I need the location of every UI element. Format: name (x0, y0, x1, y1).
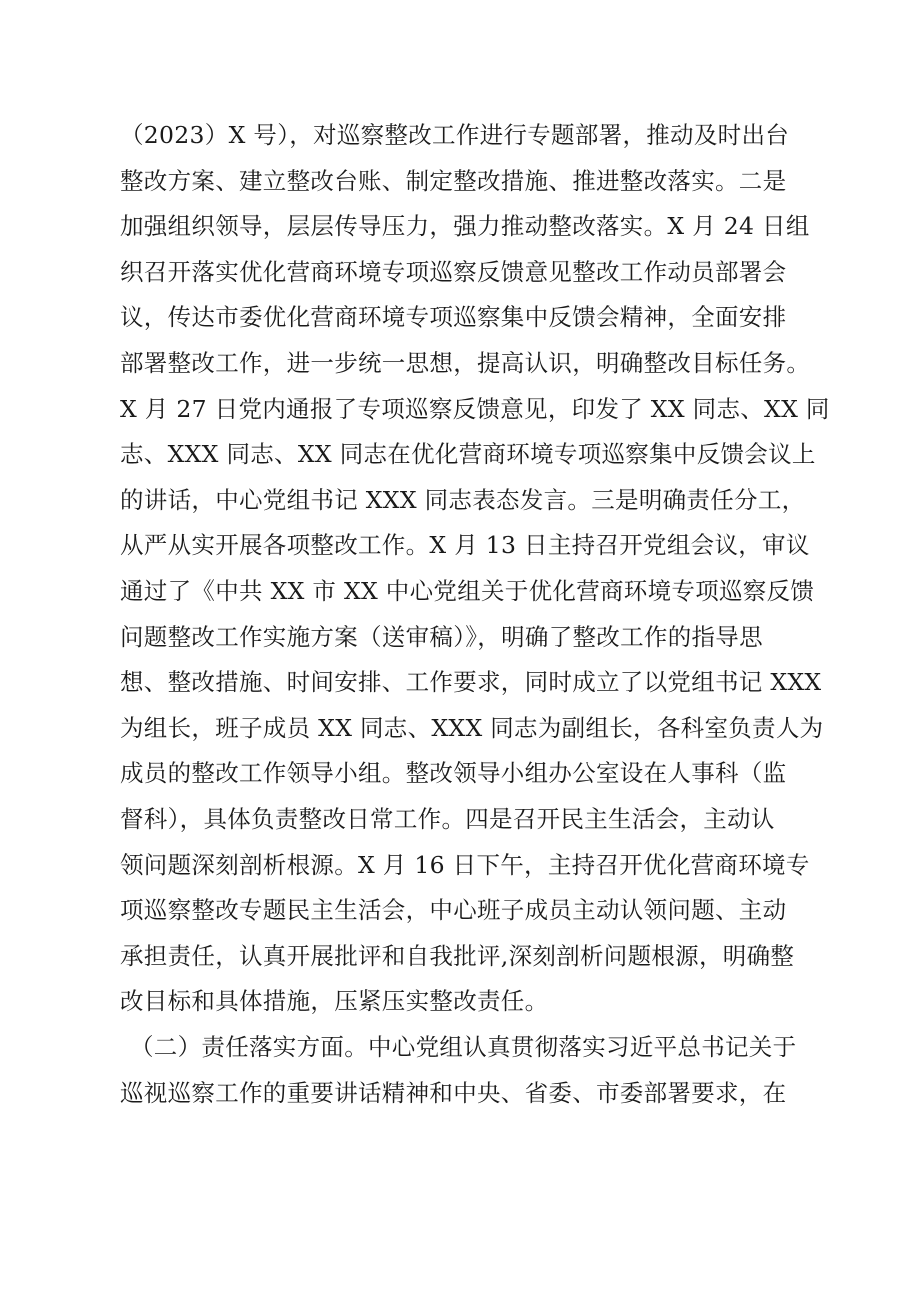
text-line: 通过了《中共 XX 市 XX 中心党组关于优化营商环境专项巡察反馈 (120, 577, 815, 605)
text-line: X 月 27 日党内通报了专项巡察反馈意见，印发了 XX 同志、XX 同 (120, 394, 830, 423)
text-line: 整改方案、建立整改台账、制定整改措施、推进整改落实。二是 (120, 166, 787, 195)
text-line: 的讲话，中心党组书记 XXX 同志表态发言。三是明确责任分工， (120, 485, 806, 514)
section-heading-line: （二）责任落实方面。中心党组认真贯彻落实习近平总书记关于 (130, 1033, 797, 1061)
text-line: 想、整改措施、时间安排、工作要求，同时成立了以党组书记 XXX (120, 668, 822, 697)
text-line: 项巡察整改专题民主生活会，中心班子成员主动认领问题、主动 (120, 896, 787, 925)
text-line: 加强组织领导，层层传导压力，强力推动整改落实。X 月 24 日组 (120, 212, 810, 241)
text-line: 改目标和具体措施，压紧压实整改责任。 (120, 987, 549, 1016)
text-line: 织召开落实优化营商环境专项巡察反馈意见整改工作动员部署会 (120, 257, 787, 286)
text-line: 从严从实开展各项整改工作。X 月 13 日主持召开党组会议，审议 (120, 531, 810, 560)
text-line: 议，传达市委优化营商环境专项巡察集中反馈会精神，全面安排 (120, 303, 787, 332)
text-line: 志、XXX 同志、XX 同志在优化营商环境专项巡察集中反馈会议上 (120, 440, 816, 469)
text-line: 巡视巡察工作的重要讲话精神和中央、省委、市委部署要求，在 (120, 1078, 787, 1107)
text-line: 为组长，班子成员 XX 同志、XXX 同志为副组长，各科室负责人为 (120, 713, 824, 742)
text-line: 部署整改工作，进一步统一思想，提高认识，明确整改目标任务。 (120, 349, 811, 377)
text-line: 问题整改工作实施方案（送审稿）》，明确了整改工作的指导思 (120, 622, 763, 651)
text-line: 成员的整改工作领导小组。整改领导小组办公室设在人事科（监 (120, 759, 787, 788)
text-line: 领问题深刻剖析根源。X 月 16 日下午，主持召开优化营商环境专 (120, 850, 810, 879)
text-line: 承担责任，认真开展批评和自我批评,深刻剖析问题根源，明确整 (120, 941, 795, 970)
text-line: 督科），具体负责整改日常工作。四是召开民主生活会，主动认 (120, 805, 775, 833)
text-line: （2023）X 号），对巡察整改工作进行专题部署，推动及时出台 (120, 121, 790, 149)
